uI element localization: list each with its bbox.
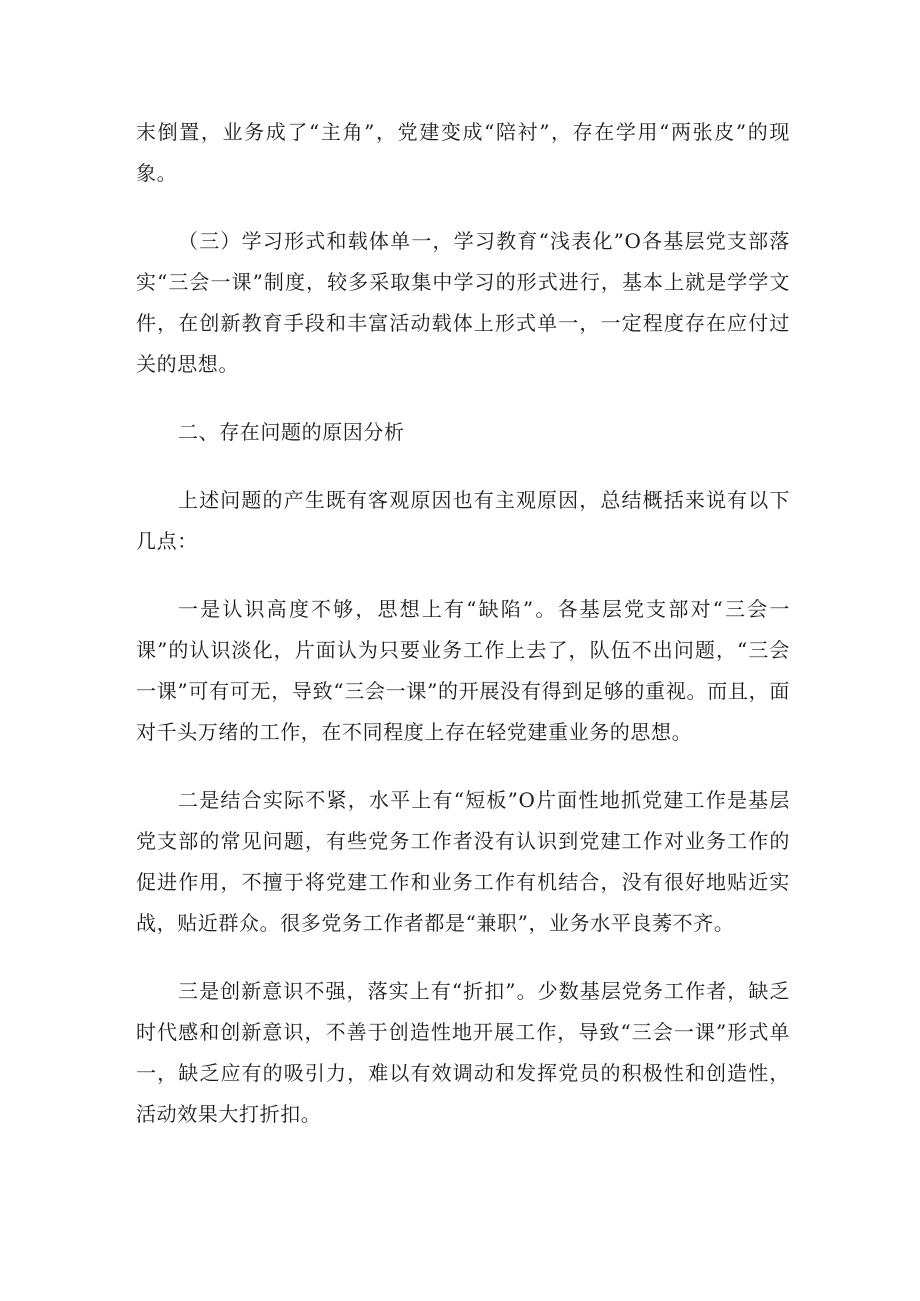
paragraph-cause-three: 三是创新意识不强，落实上有“折扣”。少数基层党务工作者，缺乏时代感和创新意识，不善于创造性地开展工作，导致“三会一课”形式单一，缺乏应有的吸引力，难以有效调动和发挥党员的积极性和创造性，活动效果大打折扣。 — [136, 979, 790, 1126]
paragraph-causes-intro: 上述问题的产生既有客观原因也有主观原因，总结概括来说有以下几点： — [136, 488, 790, 553]
paragraph-cause-one: 一是认识高度不够，思想上有“缺陷”。各基层党支部对“三会一课”的认识淡化，片面认为只要业务工作上去了，队伍不出问题，“三会一课”可有可无，导致“三会一课”的开展没有得到足够的重视。而且，面对千头万绪的工作，在不同程度上存在轻党建重业务的思想。 — [136, 597, 790, 744]
document-body — [136, 112, 790, 1162]
paragraph-section-three: （三）学习形式和载体单一，学习教育“浅表化”O各基层党支部落实“三会一课”制度，较多采取集中学习的形式进行，基本上就是学学文件，在创新教育手段和丰富活动载体上形式单一，一定程度存在应付过关的思想。 — [136, 229, 790, 376]
paragraph-cause-two: 二是结合实际不紧，水平上有“短板”O片面性地抓党建工作是基层党支部的常见问题，有些党务工作者没有认识到党建工作对业务工作的促进作用，不擅于将党建工作和业务工作有机结合，没有很好地贴近实战，贴近群众。很多党务工作者都是“兼职”，业务水平良莠不齐。 — [136, 788, 790, 935]
paragraph-continuation: 末倒置，业务成了“主角”，党建变成“陪衬”，存在学用“两张皮”的现象。 — [136, 120, 790, 185]
section-heading-cause-analysis: 二、存在问题的原因分析 — [178, 420, 405, 444]
